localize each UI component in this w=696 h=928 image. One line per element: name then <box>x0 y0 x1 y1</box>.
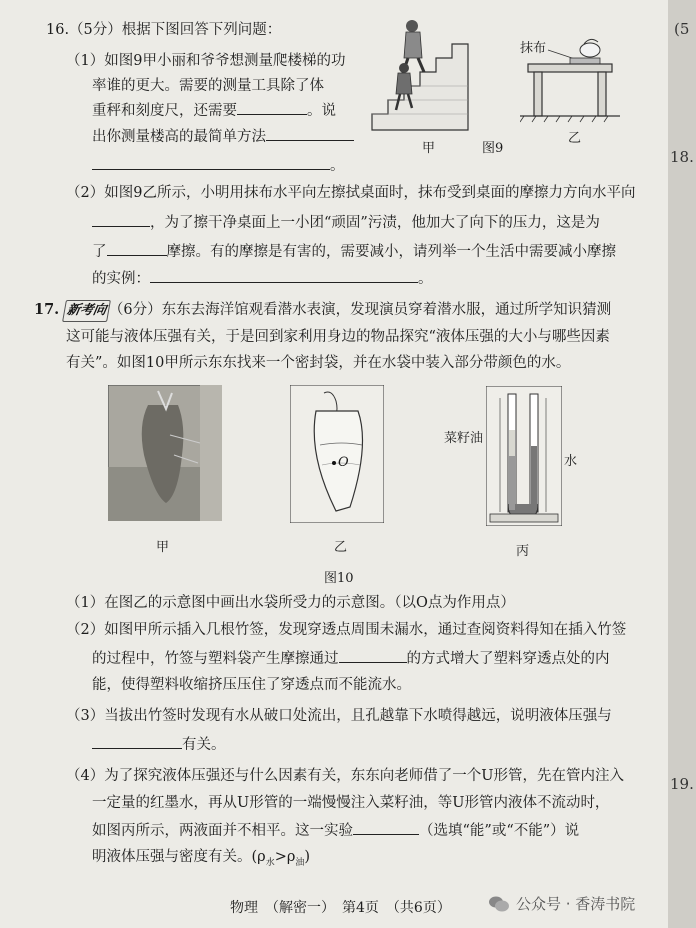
figure9-stairs-illustration <box>368 18 478 136</box>
figure10-u-tube-diagram <box>486 386 562 526</box>
q16-p1-line4: 出你测量楼高的最简单方法 <box>92 126 354 147</box>
q17-line1: 17. 新考向 （6分）东东去海洋馆观看潜水表演，发现演员穿着潜水服，通过所学知识猜测 <box>34 300 611 322</box>
q16-p1-line2: 率谁的更大。需要的测量工具除了体 <box>92 78 324 94</box>
answer-blank-depth <box>92 734 182 749</box>
figure10-caption: 图10 <box>324 571 354 586</box>
q17-sub1: （1）在图乙的示意图中画出水袋所受力的示意图。（以O点为作用点） <box>66 595 515 611</box>
q16-header: 16.（5分）根据下图回答下列问题： <box>46 22 282 38</box>
answer-blank-friction <box>107 241 167 256</box>
oil-label: 菜籽油 <box>444 431 484 446</box>
q17-sub4-line2: 一定量的红墨水，再从U形管的一端慢慢注入菜籽油，等U形管内液体不流动时， <box>92 795 610 811</box>
q16-p2-line2: ，为了擦干净桌面上一小团“顽固”污渍，他加大了向下的压力，这是为 <box>92 212 600 233</box>
watermark-text: 公众号 · 香涛书院 <box>516 895 636 913</box>
q16-p1-line5: 。 <box>92 155 345 176</box>
q17-sub4-line1: （4）为了探究液体压强还与什么因素有关，东东向老师借了一个U形管，先在管内注入 <box>66 768 624 784</box>
q17-sub2-line3: 能，使得塑料收缩挤压压住了穿透点而不能流水。 <box>92 677 411 693</box>
figure9-label-yi: 乙 <box>568 131 582 146</box>
watermark <box>488 893 635 914</box>
point-o-label: O <box>338 455 349 470</box>
answer-blank-can-cannot <box>353 820 419 835</box>
answer-blank-example <box>150 268 418 283</box>
answer-blank-method <box>266 126 354 141</box>
q17-sub4-line4: 明液体压强与密度有关。$(\rho_水>\rho_油)$ <box>92 849 311 868</box>
figure10-bag-diagram <box>290 385 384 523</box>
q16-p1-line1: （1）如图9甲小丽和爷爷想测量爬楼梯的功 <box>66 53 346 69</box>
new-direction-badge: 新考向 <box>62 300 111 322</box>
edge-text-2: 18. <box>670 148 694 166</box>
q17-sub2-line2: 的过程中，竹签与塑料袋产生摩擦通过 的方式增大了塑料穿透点处的内 <box>92 648 610 669</box>
answer-blank-method-cont <box>92 155 330 170</box>
figure10-label-jia: 甲 <box>156 540 170 555</box>
answer-blank-energy <box>339 648 407 663</box>
edge-text-3: 19. <box>670 775 694 793</box>
q17-line3: 有关”。如图10甲所示东东找来一个密封袋，并在水袋中装入部分带颜色的水。 <box>66 355 571 371</box>
figure9-caption: 图9 <box>482 141 504 156</box>
q17-sub4-line3: 如图丙所示，两液面并不相平。这一实验 （选填“能”或“不能”）说 <box>92 820 579 841</box>
water-label: 水 <box>564 454 578 469</box>
q17-sub3-line1: （3）当拔出竹签时发现有水从破口处流出，且孔越靠下水喷得越远，说明液体压强与 <box>66 708 612 724</box>
figure10-label-bing: 丙 <box>516 544 530 559</box>
figure10-label-yi: 乙 <box>334 540 348 555</box>
q17-sub3-line2: 有关。 <box>92 734 226 755</box>
answer-blank-direction <box>92 212 150 227</box>
q16-p1-line3: 重秤和刻度尺，还需要 。说 <box>92 100 336 121</box>
q16-p2-line4: 的实例： 。 <box>92 268 433 289</box>
q16-p2-line3: 了 摩擦。有的摩擦是有害的，需要减小，请列举一个生活中需要减小摩擦 <box>92 241 616 262</box>
page-footer: 物理 （解密一） 第4页 （共6页） <box>230 900 451 916</box>
q17-line2: 这可能与液体压强有关，于是回到家利用身边的物品探究“液体压强的大小与哪些因素 <box>66 329 610 345</box>
figure9-label-jia: 甲 <box>422 141 436 156</box>
cloth-label: 抹布 <box>520 41 547 56</box>
answer-blank-tool <box>237 100 307 115</box>
wechat-icon <box>488 895 510 913</box>
q16-p2-line1: （2）如图9乙所示，小明用抹布水平向左擦拭桌面时，抹布受到桌面的摩擦力方向水平向 <box>66 185 636 201</box>
edge-text-1: (5 <box>674 20 690 38</box>
q17-sub2-line1: （2）如图甲所示插入几根竹签，发现穿透点周围未漏水，通过查阅资料得知在插入竹签 <box>66 622 627 638</box>
figure10-photo <box>108 385 222 521</box>
figure9-table-illustration <box>520 30 620 130</box>
next-page-edge <box>668 0 696 928</box>
